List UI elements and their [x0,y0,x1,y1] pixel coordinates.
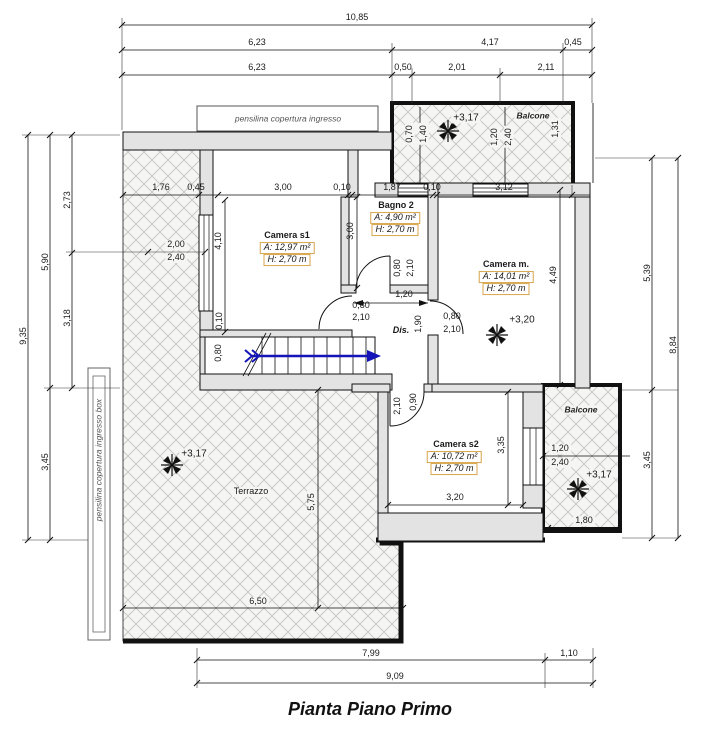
balcone-top-label: Balcone [516,110,550,121]
dim-row-176: 1,76 [152,182,170,193]
room-camera-s1-name: Camera s1 [264,230,310,241]
dim-top3-b: 0,50 [394,62,412,73]
dim-winright-240: 2,40 [551,457,569,468]
pensilina-left-label: pensilina copertura ingresso box [93,398,104,522]
dim-bottom-110: 1,10 [560,648,578,659]
dim-wintop2-120: 1,20 [489,128,500,146]
dim-doors-210: 2,10 [392,397,403,415]
dim-right-884: 8,84 [668,336,679,354]
room-camera-m-height: H: 2,70 m [482,283,529,295]
dim-top2-b: 4,17 [481,37,499,48]
dim-total-width: 10,85 [345,12,369,23]
dis-label: Dis. [392,325,410,336]
dim-doorw-210: 2,10 [352,312,370,323]
dim-winleft-240: 2,40 [167,252,185,263]
pensilina-top-label: pensilina copertura ingresso [234,113,342,124]
room-camera-s2-area: A: 10,72 m² [427,451,482,463]
terrazzo-label: Terrazzo [233,486,269,497]
room-bagno2-name: Bagno 2 [378,200,414,211]
level-terrace: +3,17 [181,448,207,460]
dim-doore-080: 0,80 [443,311,461,322]
dim-doorn-210: 2,10 [405,259,416,277]
dim-bagno-300: 3,00 [345,222,356,240]
room-camera-s1-height: H: 2,70 m [263,254,310,266]
dim-row-187: 1,87 [383,182,401,193]
room-camera-s2-height: H: 2,70 m [430,463,477,475]
dim-wintop1-070: 0,70 [404,125,415,143]
dim-row-010a: 0,10 [333,182,351,193]
dim-left-318: 3,18 [62,309,73,327]
dim-cameras2-335: 3,35 [496,436,507,454]
dim-balcright-180: 1,80 [575,515,593,526]
dim-cameram-449: 4,49 [548,266,559,284]
dim-dis-190: 1,90 [413,315,424,333]
room-camera-m-area: A: 14,01 m² [479,271,534,283]
dim-doorn-080: 0,80 [392,259,403,277]
dim-terrace-650: 6,50 [249,596,267,607]
dim-terrace-575: 5,75 [306,493,317,511]
level-top-balcony: +3,17 [453,112,479,124]
dim-010: 0,10 [214,312,225,330]
dim-winleft-200: 2,00 [167,239,185,250]
dim-doors-090: 0,90 [408,393,419,411]
dim-s1-410: 4,10 [213,232,224,250]
level-right-balcony: +3,17 [586,469,612,481]
dim-left-590: 5,90 [40,253,51,271]
dim-top2-c: 0,45 [564,37,582,48]
dim-right-345: 3,45 [642,451,653,469]
dim-wintop1-140: 1,40 [418,125,429,143]
dim-row-312: 3,12 [495,182,513,193]
dim-left-345: 3,45 [40,453,51,471]
drawing-title: Pianta Piano Primo [287,699,453,720]
dim-row-045: 0,45 [187,182,205,193]
terrace-area [123,150,403,641]
dim-top3-c: 2,01 [448,62,466,73]
room-bagno2-area: A: 4,90 m² [370,212,420,224]
dim-bottom-909: 9,09 [386,671,404,682]
room-camera-s1-area: A: 12,97 m² [260,242,315,254]
room-camera-m-name: Camera m. [482,259,530,270]
dim-top3-a: 6,23 [248,62,266,73]
room-camera-s2-name: Camera s2 [433,439,479,450]
dim-top3-d: 2,11 [537,62,555,73]
dim-left-935: 9,35 [18,327,29,345]
dim-doore-210: 2,10 [443,324,461,335]
dim-080: 0,80 [213,344,224,362]
dim-balcony-131: 1,31 [550,120,561,138]
dim-wintop2-240: 2,40 [503,128,514,146]
dim-winright-120: 1,20 [551,443,569,454]
dim-doorw-080: 0,80 [352,300,370,311]
dim-s2-320: 3,20 [446,492,464,503]
dim-left-273: 2,73 [62,191,73,209]
dim-row-010b: 0,10 [423,182,441,193]
dim-top2-a: 6,23 [248,37,266,48]
dim-right-539: 5,39 [642,264,653,282]
dim-bottom-799: 7,99 [362,648,380,659]
balcone-right-label: Balcone [564,404,598,415]
room-bagno2-height: H: 2,70 m [371,224,418,236]
dim-dis-120: 1,20 [395,289,413,300]
level-camera-m: +3,20 [509,314,535,326]
dim-row-300: 3,00 [274,182,292,193]
